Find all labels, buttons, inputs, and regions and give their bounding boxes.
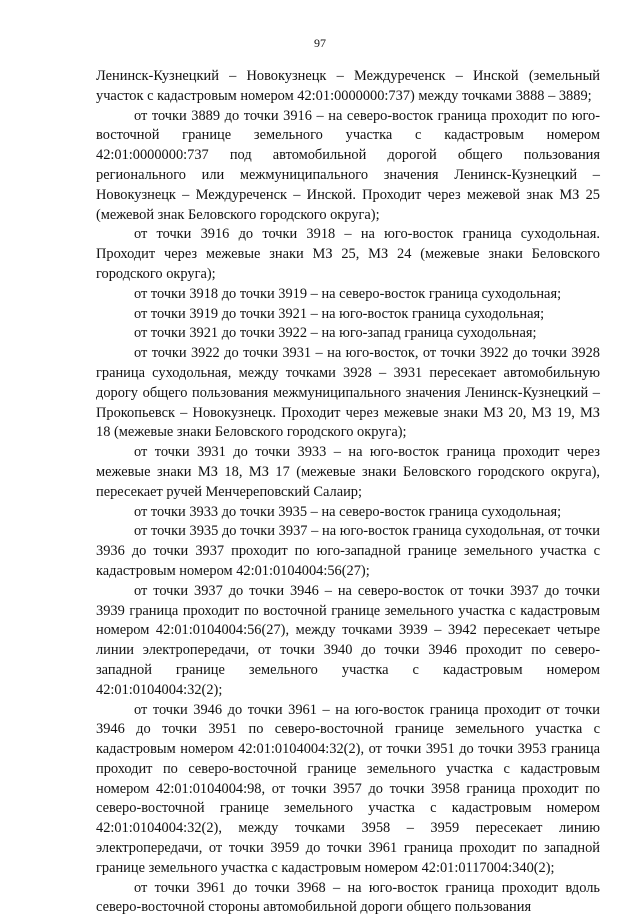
- paragraph: от точки 3918 до точки 3919 – на северо-восток граница суходольная;: [134, 285, 562, 302]
- paragraph: от точки 3961 до точки 3968 – на юго-восток граница проходит вдоль северо-восточной стороны автомобильной дороги общего пользования: [96, 879, 600, 916]
- paragraph: от точки 3935 до точки 3937 – на юго-восток граница суходольная, от точки 3936 до точки 3937 проходит по юго-западной границе земельного участка с кадастровым номером 42:01:0104004:56(27);: [96, 523, 600, 579]
- page-number: 97: [314, 36, 326, 50]
- paragraph: от точки 3937 до точки 3946 – на северо-восток от точки 3937 до точки 3939 граница проходит по восточной границе земельного участка с кадастровым номером 42:01:0104004:56(27), между точками 3939 – 3942 пересекает четыре линии электропередачи, от точки 3940 до точки 3946 проходит по северо-западной границе земельного участка с кадастровым номером 42:01:0104004:32(2);: [96, 582, 600, 698]
- paragraph: от точки 3889 до точки 3916 – на северо-восток граница проходит по юго-восточной границе земельного участка с кадастровым номером 42:01:0000000:737 под автомобильной дорогой общего пользования регионального или межмуниципального значения Ленинск-Кузнецкий – Новокузнецк – Междуреченск – Инской. Проходит через межевой знак МЗ 25 (межевой знак Беловского городского округа);: [96, 107, 600, 223]
- paragraph: от точки 3916 до точки 3918 – на юго-восток граница суходольная. Проходит через межевые знаки МЗ 25, МЗ 24 (межевые знаки Беловского городского округа);: [96, 226, 600, 282]
- paragraph: от точки 3922 до точки 3931 – на юго-восток, от точки 3922 до точки 3928 граница суходольная, между точками 3928 – 3931 пересекает автомобильную дорогу общего пользования межмуниципального значения Ленинск-Кузнецкий – Прокопьевск – Новокузнецк. Проходит через межевые знаки МЗ 20, МЗ 19, МЗ 18 (межевые знаки Беловского городского округа);: [96, 345, 600, 441]
- paragraph: от точки 3946 до точки 3961 – на юго-восток граница проходит от точки 3946 до точки 3951 по северо-восточной границе земельного участка с кадастровым номером 42:01:0104004:32(2), от точки 3951 до точки 3953 граница проходит по северо-восточной границе земельного участка с кадастровым номером 42:01:0104004:98, от точки 3957 до точки 3958 граница проходит по северо-восточной границе земельного участка с кадастровым номером 42:01:0104004:32(2), между точками 3958 – 3959 пересекает линию электропередачи, от точки 3959 до точки 3961 граница проходит по западной границе земельного участка с кадастровым номером 42:01:0117004:340(2);: [96, 701, 600, 876]
- paragraph: от точки 3919 до точки 3921 – на юго-восток граница суходольная;: [134, 305, 545, 322]
- paragraph: от точки 3921 до точки 3922 – на юго-запад граница суходольная;: [134, 325, 537, 342]
- paragraph: от точки 3933 до точки 3935 – на северо-восток граница суходольная;: [134, 503, 562, 520]
- paragraph: Ленинск-Кузнецкий – Новокузнецк – Междуреченск – Инской (земельный участок с кадастровым номером 42:01:0000000:737) между точками 3888 – 3889;: [96, 68, 600, 104]
- paragraph: от точки 3931 до точки 3933 – на юго-восток граница проходит через межевые знаки МЗ 18, МЗ 17 (межевые знаки Беловского городского округа), пересекает ручей Менчереповский Салаир;: [96, 444, 600, 500]
- document-body: [96, 67, 600, 918]
